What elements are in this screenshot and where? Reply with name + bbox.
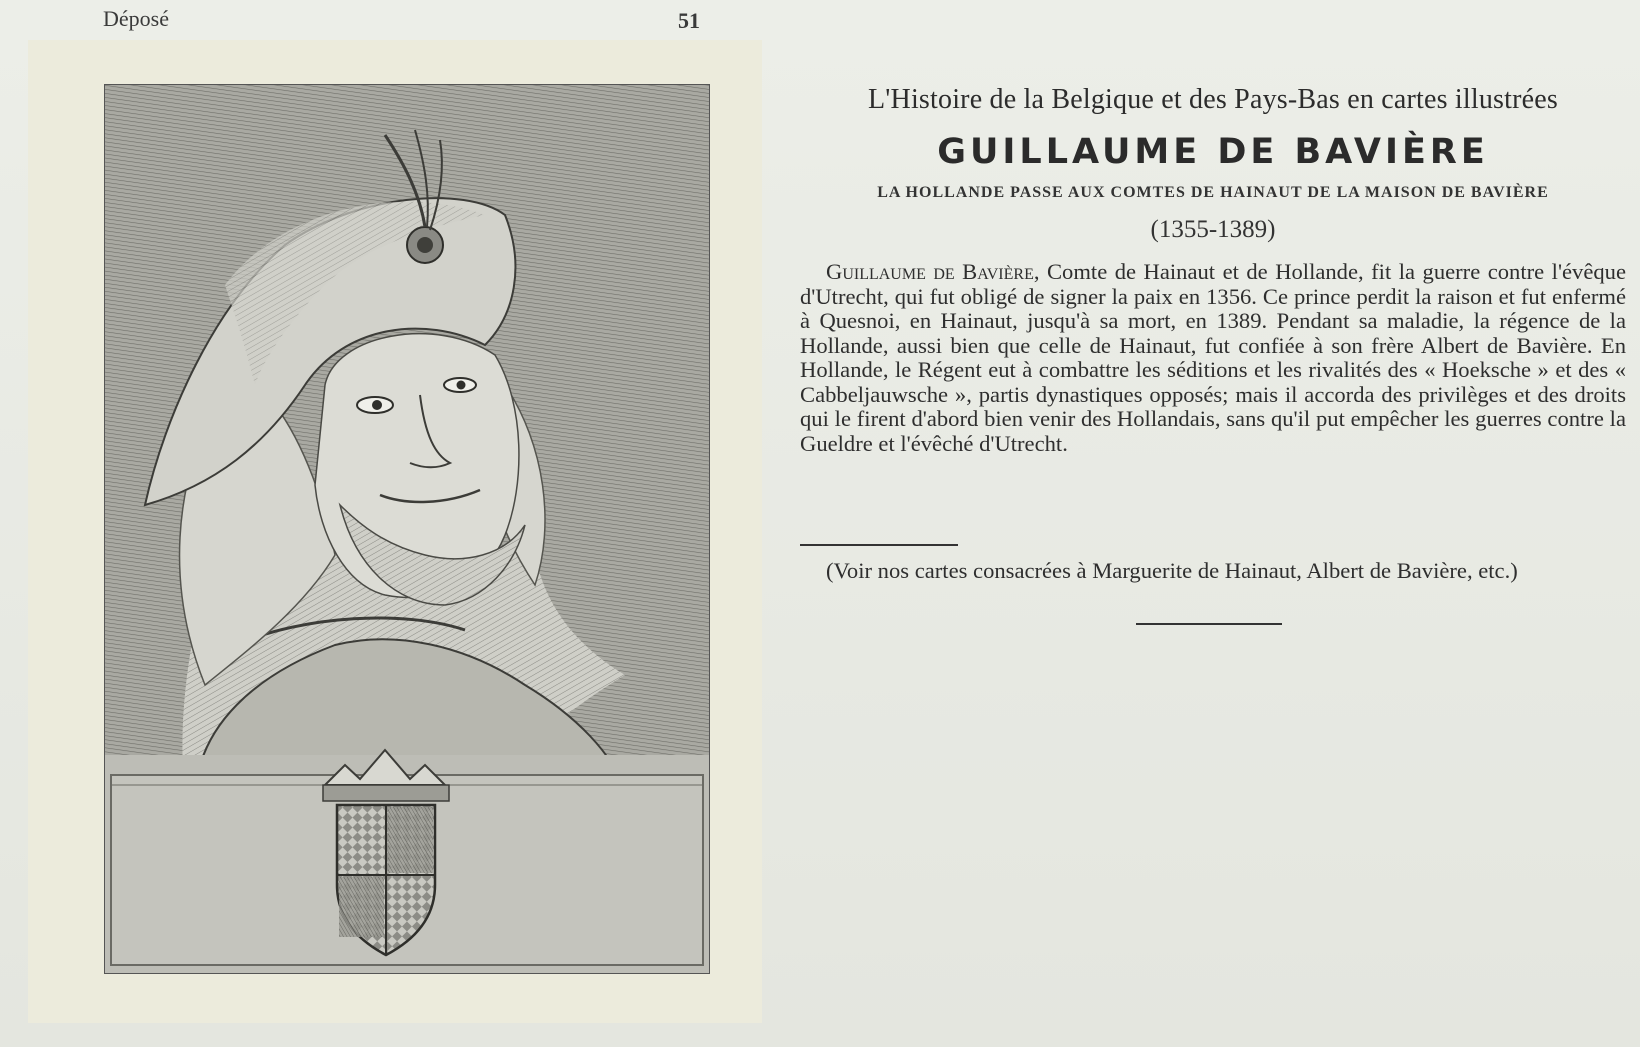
body-text: , Comte de Hainaut et de Hollande, fit la guerre contre l'évêque d'Utrecht, qui fut obligé de signer la paix en 1356. Ce prince perdit la raison et fut enfermé à Quesnoi, en Hainaut, jusqu'à sa mort, en 1389. Pendant sa maladie, la régence de la Hollande, aussi bien que celle de Hainaut, fut confiée à son frère Albert de Bavière. En Hollande, le Régent eut à combattre les séditions et les rivalités des « Hoeksche » et des « Cabbeljauwsche », partis dynastiques opposés; mais il accorda des privilèges et des droits qui le firent d'abord bien venir des Hollandais, sans qu'il put empêcher les guerres contre la Gueldre et l'évêché d'Utrecht. [800,259,1626,456]
card-number: 51 [678,8,700,33]
signature-row [800,456,1626,458]
portrait-engraving [104,84,710,974]
body-paragraph [800,260,1626,456]
page-title: GUILLAUME DE BAVIÈRE [937,132,1489,172]
subtitle: LA HOLLANDE PASSE AUX COMTES DE HAINAUT DE LA MAISON DE BAVIÈRE [877,184,1549,201]
reign-dates: (1355-1389) [1150,216,1276,243]
body-lead: Guillaume de Bavière [826,259,1034,284]
deposit-label: Déposé [103,6,169,31]
series-title: L'Histoire de la Belgique et des Pays-Bas en cartes illustrées [867,84,1559,115]
divider-rule [800,544,958,546]
signature [1582,456,1626,458]
end-rule [1136,623,1282,625]
card-text [800,84,1626,458]
see-also-note: (Voir nos cartes consacrées à Marguerite de Hainaut, Albert de Bavière, etc.) [826,558,1518,583]
